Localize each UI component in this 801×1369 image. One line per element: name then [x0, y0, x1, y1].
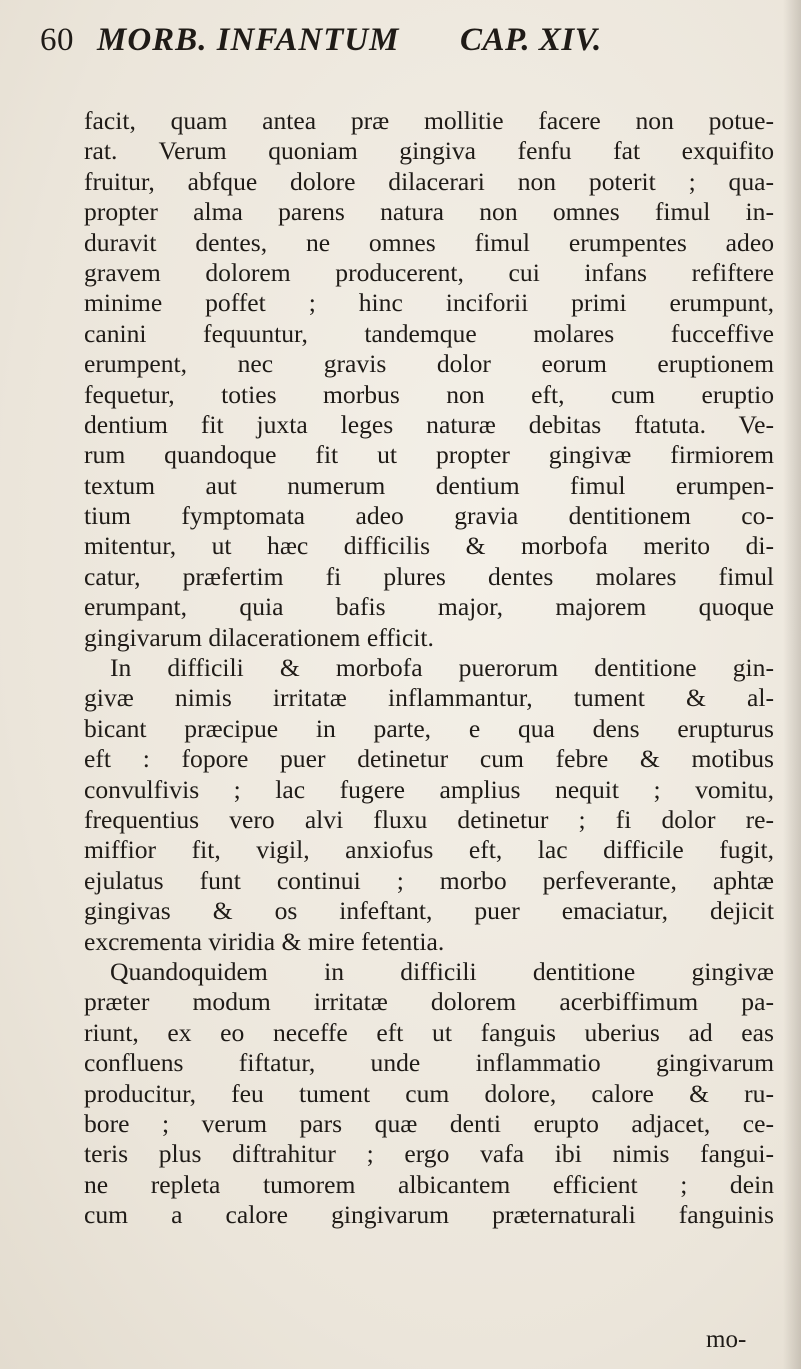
text-line: miffior fit, vigil, anxiofus eft, lac difficile fugit,: [84, 835, 774, 865]
text-line: præter modum irritatæ dolorem acerbiffimum pa-: [84, 987, 774, 1017]
page-edge-shadow: [783, 0, 801, 1369]
text-line: rum quandoque fit ut propter gingivæ firmiorem: [84, 440, 774, 470]
chapter-label: CAP. XIV.: [460, 22, 602, 58]
text-line: cum a calore gingivarum præternaturali fanguinis: [84, 1200, 774, 1230]
text-line: duravit dentes, ne omnes fimul erumpentes adeo: [84, 227, 774, 257]
text-line: bicant præcipue in parte, e qua dens erupturus: [84, 713, 774, 743]
text-line: frequentius vero alvi fluxu detinetur ; fi dolor re-: [84, 804, 774, 834]
text-line: minime poffet ; hinc inciforii primi erumpunt,: [84, 288, 774, 318]
text-line: tium fymptomata adeo gravia dentitionem co-: [84, 501, 774, 531]
text-line: givæ nimis irritatæ inflammantur, tument & al-: [84, 683, 774, 713]
text-line: excrementa viridia & mire fetentia.: [84, 926, 445, 956]
text-line: Quandoquidem in difficili dentitione gingivæ: [110, 956, 774, 986]
page-number: 60: [40, 22, 74, 58]
text-line: confluens fiftatur, unde inflammatio gingivarum: [84, 1048, 774, 1078]
text-line: canini fequuntur, tandemque molares fucceffive: [84, 318, 774, 348]
text-line: fequetur, toties morbus non eft, cum eruptio: [84, 379, 774, 409]
text-line: catur, præfertim fi plures dentes molares fimul: [84, 561, 774, 591]
text-line: producitur, feu tument cum dolore, calore & ru-: [84, 1078, 774, 1108]
text-line: erumpant, quia bafis major, majorem quoque: [84, 592, 774, 622]
text-line: mitentur, ut hæc difficilis & morbofa merito di-: [84, 531, 774, 561]
text-line: fruitur, abfque dolore dilacerari non poterit ; qua-: [84, 166, 774, 196]
text-line: erumpent, nec gravis dolor eorum eruptionem: [84, 349, 774, 379]
text-line: facit, quam antea præ mollitie facere non potue-: [84, 106, 774, 135]
text-line: propter alma parens natura non omnes fimul in-: [84, 197, 774, 227]
text-line: gravem dolorem producerent, cui infans refiftere: [84, 257, 774, 287]
body-text: [84, 106, 774, 1230]
running-title: MORB. INFANTUM: [97, 22, 400, 58]
text-line: bore ; verum pars quæ denti erupto adjacet, ce-: [84, 1108, 774, 1138]
text-line: eft : fopore puer detinetur cum febre & motibus: [84, 744, 774, 774]
text-line: teris plus diftrahitur ; ergo vafa ibi nimis fangui-: [84, 1139, 774, 1169]
text-line: rat. Verum quoniam gingiva fenfu fat exquifito: [84, 136, 774, 166]
text-line: ne repleta tumorem albicantem efficient ; dein: [84, 1169, 774, 1199]
text-line: gingivarum dilacerationem efficit.: [84, 622, 434, 652]
text-line: ejulatus funt continui ; morbo perfeverante, aphtæ: [84, 865, 774, 895]
text-line: gingivas & os infeftant, puer emaciatur, dejicit: [84, 896, 774, 926]
running-header: [40, 22, 760, 82]
text-line: textum aut numerum dentium fimul erumpen-: [84, 470, 774, 500]
text-line: convulfivis ; lac fugere amplius nequit ; vomitu,: [84, 774, 774, 804]
text-line: riunt, ex eo neceffe eft ut fanguis uberius ad eas: [84, 1017, 774, 1047]
catchword: mo-: [706, 1326, 747, 1353]
text-line: dentium fit juxta leges naturæ debitas ftatuta. Ve-: [84, 409, 774, 439]
text-line: In difficili & morbofa puerorum dentitione gin-: [110, 653, 774, 683]
